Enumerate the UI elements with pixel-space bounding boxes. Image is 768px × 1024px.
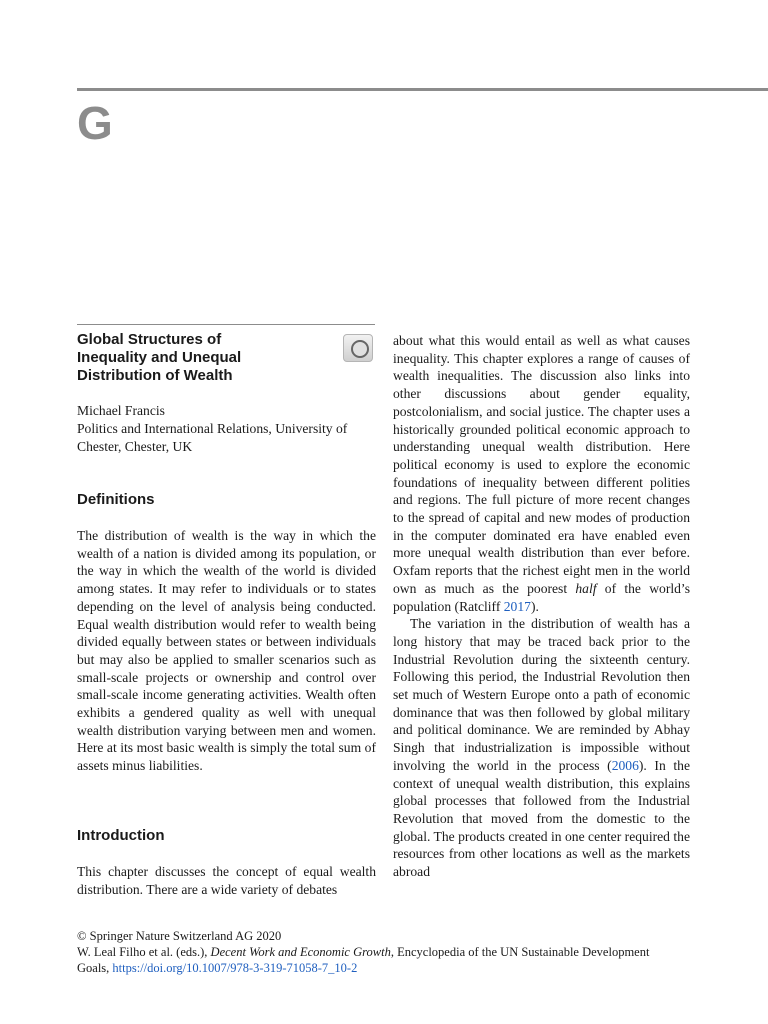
doi-link[interactable]: https://doi.org/10.1007/978-3-319-71058-7_10-2: [112, 961, 358, 975]
footer-goals: Goals,: [77, 961, 113, 975]
industrial-revolution-paragraph: [393, 615, 690, 881]
top-rule: [77, 88, 768, 91]
definitions-heading: Definitions: [77, 491, 155, 508]
crossmark-icon[interactable]: [343, 334, 373, 362]
footer-series: , Encyclopedia of the UN Sustainable Development: [390, 945, 650, 959]
article-title-line-1: Global Structures of: [77, 331, 222, 348]
ir-text-2: ). In the context of unequal wealth distribution, this explains global processes that followed from the Industrial Revolution that moved from the domestic to the global. The products created in one center required the resources from other locations as well as the markets abroad: [393, 757, 690, 880]
author-affiliation-line-1: Politics and International Relations, University of: [77, 421, 348, 436]
article-title-line-3: Distribution of Wealth: [77, 367, 233, 384]
article-title: [77, 331, 317, 385]
author-affiliation-line-2: Chester, Chester, UK: [77, 439, 193, 454]
footer-book-title: Decent Work and Economic Growth: [210, 945, 391, 959]
section-letter: G: [77, 97, 113, 149]
footer-doi-line: [77, 960, 697, 976]
footer-editors: W. Leal Filho et al. (eds.),: [77, 945, 211, 959]
intro-text-2: of the world’s population (Ratcliff: [393, 580, 690, 614]
right-column: [393, 332, 690, 881]
emphasis-half: half: [575, 580, 597, 596]
article-title-line-2: Inequality and Unequal: [77, 349, 242, 366]
intro-paragraph-continued: [393, 332, 690, 615]
author-block: [77, 402, 377, 456]
footer-citation: [77, 944, 697, 960]
introduction-heading: Introduction: [77, 827, 165, 844]
citation-ratcliff-2017[interactable]: 2017: [503, 598, 531, 614]
footer-copyright: © Springer Nature Switzerland AG 2020: [77, 929, 282, 943]
introduction-paragraph-left: This chapter discusses the concept of equal wealth distribution. There are a wide variety of debates: [77, 864, 376, 897]
author-name: Michael Francis: [77, 403, 165, 418]
intro-text-1: about what this would entail as well as what causes inequality. This chapter explores a range of causes of wealth inequalities. The discussion also links into other discussions about gender equality, postcolonialism, and social justice. The chapter uses a historically grounded political economic approach to understanding unequal wealth distribution. Here political economy is used to explore the economic foundations of inequality between different polities and regions. The full picture of more recent changes to the spread of capital and new modes of production in the computer dominated era have enabled even more unequal wealth distribution than ever before. Oxfam reports that the richest eight men in the world own as much as the poorest: [393, 333, 690, 596]
title-rule: [77, 324, 375, 325]
definitions-paragraph: The distribution of wealth is the way in which the wealth of a nation is divided among its population, or the way in which the wealth of the world is divided among states. It may refer to individuals or to states depending on the level of analysis being conducted. Equal wealth distribution would refer to wealth being divided equally between states or between individuals but may also be applied to smaller scenarios such as small-scale projects or ownership and control over small-scale income generating activities. Wealth often exhibits a gendered quality as well with unequal wealth distribution varying between men and women. Here at its most basic wealth is simply the total sum of assets minus liabilities.: [77, 528, 376, 774]
citation-singh-2006[interactable]: 2006: [611, 757, 639, 773]
ir-text-1: The variation in the distribution of wealth has a long history that may be traced back prior to the Industrial Revolution during the sixteenth century. Following this period, the Industrial Revolution then set much of Western Europe onto a path of economic dominance that was then followed by global military and political dominance. We are reminded by Abhay Singh that industrialization is impossible without involving the world in the process (: [393, 616, 690, 773]
footer: [77, 928, 697, 976]
intro-text-3: ).: [530, 598, 539, 614]
